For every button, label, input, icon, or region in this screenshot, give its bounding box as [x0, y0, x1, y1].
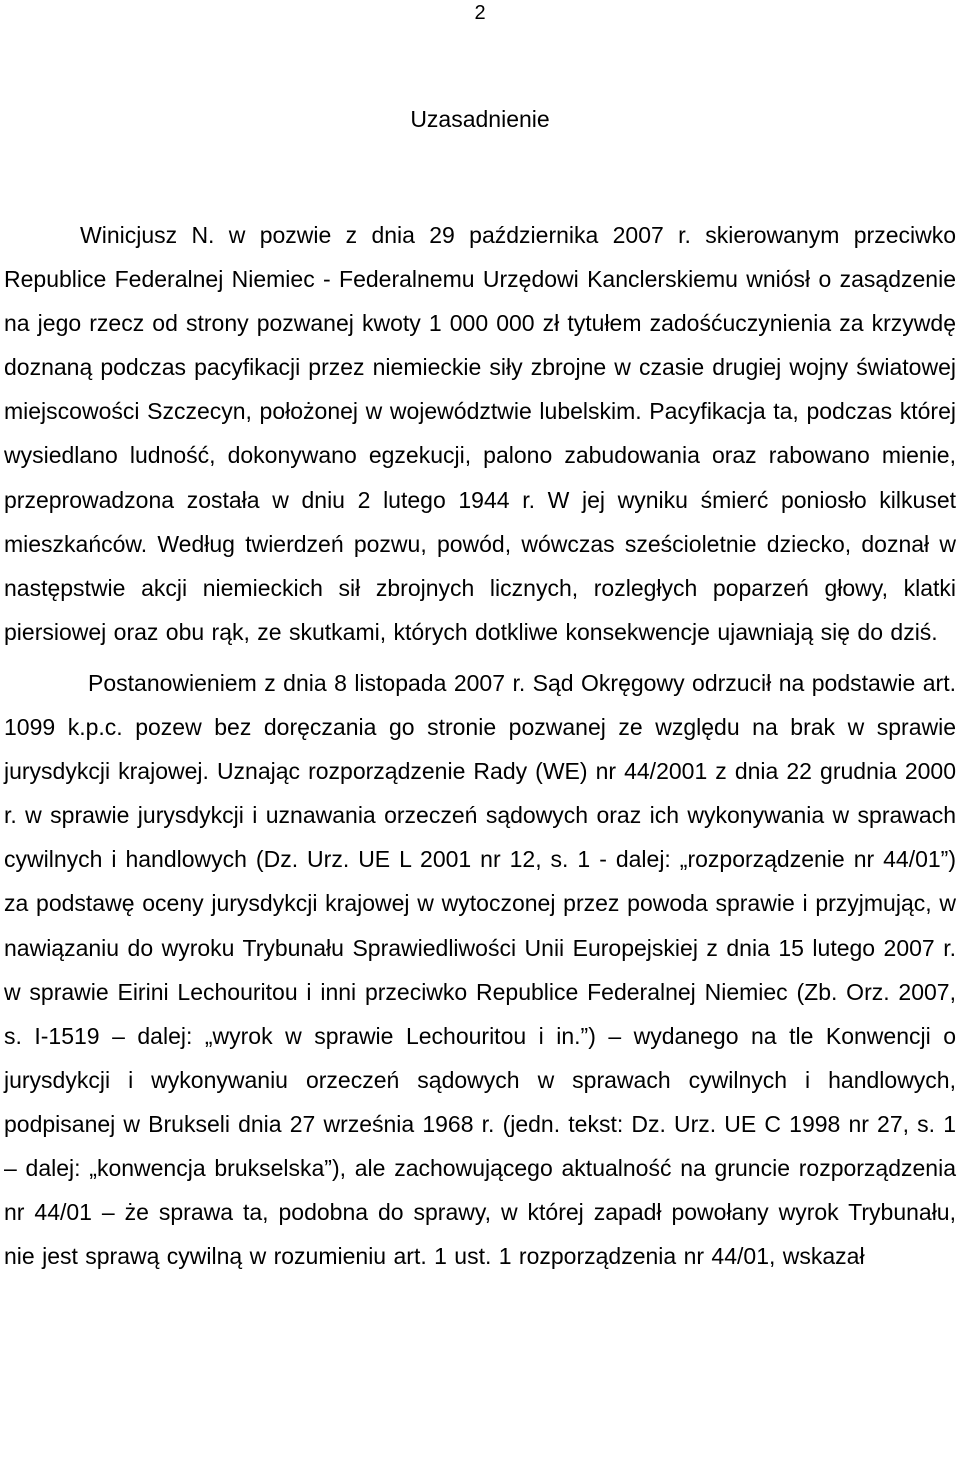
paragraph-court-decision: Postanowieniem z dnia 8 listopada 2007 r. Sąd Okręgowy odrzucił na podstawie art. 1099 k.p.c. pozew bez doręczania go stronie pozwanej ze względu na brak w sprawie jurysdykcji krajowej. Uznając rozporządzenie Rady (WE) nr 44/2001 z dnia 22 grudnia 2000 r. w sprawie jurysdykcji i uznawania orzeczeń sądowych oraz ich wykonywania w sprawach cywilnych i handlowych (Dz. Urz. UE L 2001 nr 12, s. 1 - dalej: „rozporządzenie nr 44/01”) za podstawę oceny jurysdykcji krajowej w wytoczonej przez powoda sprawie i przyjmując, w nawiązaniu do wyroku Trybunału Sprawiedliwości Unii Europejskiej z dnia 15 lutego 2007 r. w sprawie Eirini Lechouritou i inni przeciwko Republice Federalnej Niemiec (Zb. Orz. 2007, s. I-1519 – dalej: „wyrok w sprawie Lechouritou i in.”) – wydanego na tle Konwencji o jurysdykcji i wykonywaniu orzeczeń sądowych w sprawach cywilnych i handlowych, podpisanej w Brukseli dnia 27 września 1968 r. (jedn. tekst: Dz. Urz. UE C 1998 nr 27, s. 1 – dalej: „konwencja brukselska”), ale zachowującego aktualność na gruncie rozporządzenia nr 44/01 – że sprawa ta, podobna do sprawy, w której zapadł powołany wyrok Trybunału, nie jest sprawą cywilną w rozumieniu art. 1 ust. 1 rozporządzenia nr 44/01, wskazał: [4, 669, 956, 1270]
page-number: 2: [474, 2, 486, 24]
document-body: [4, 213, 956, 1278]
paragraph-claim: Winicjusz N. w pozwie z dnia 29 października 2007 r. skierowanym przeciwko Republice Federalnej Niemiec - Federalnemu Urzędowi Kanclerskiemu wniósł o zasądzenie na jego rzecz od strony pozwanej kwoty 1 000 000 zł tytułem zadośćuczynienia za krzywdę doznaną podczas pacyfikacji przez niemieckie siły zbrojne w czasie drugiej wojny światowej miejscowości Szczecyn, położonej w województwie lubelskim. Pacyfikacja ta, podczas której wysiedlano ludność, dokonywano egzekucji, palono zabudowania oraz rabowano mienie, przeprowadzona została w dniu 2 lutego 1944 r. W jej wyniku śmierć poniosło kilkuset mieszkańców. Według twierdzeń pozwu, powód, wówczas sześcioletnie dziecko, doznał w następstwie akcji niemieckich sił zbrojnych licznych, rozległych poparzeń głowy, klatki piersiowej oraz obu rąk, ze skutkami, których dotkliwe konsekwencje ujawniają się do dziś.: [4, 222, 956, 645]
document-heading: Uzasadnienie: [410, 106, 550, 132]
